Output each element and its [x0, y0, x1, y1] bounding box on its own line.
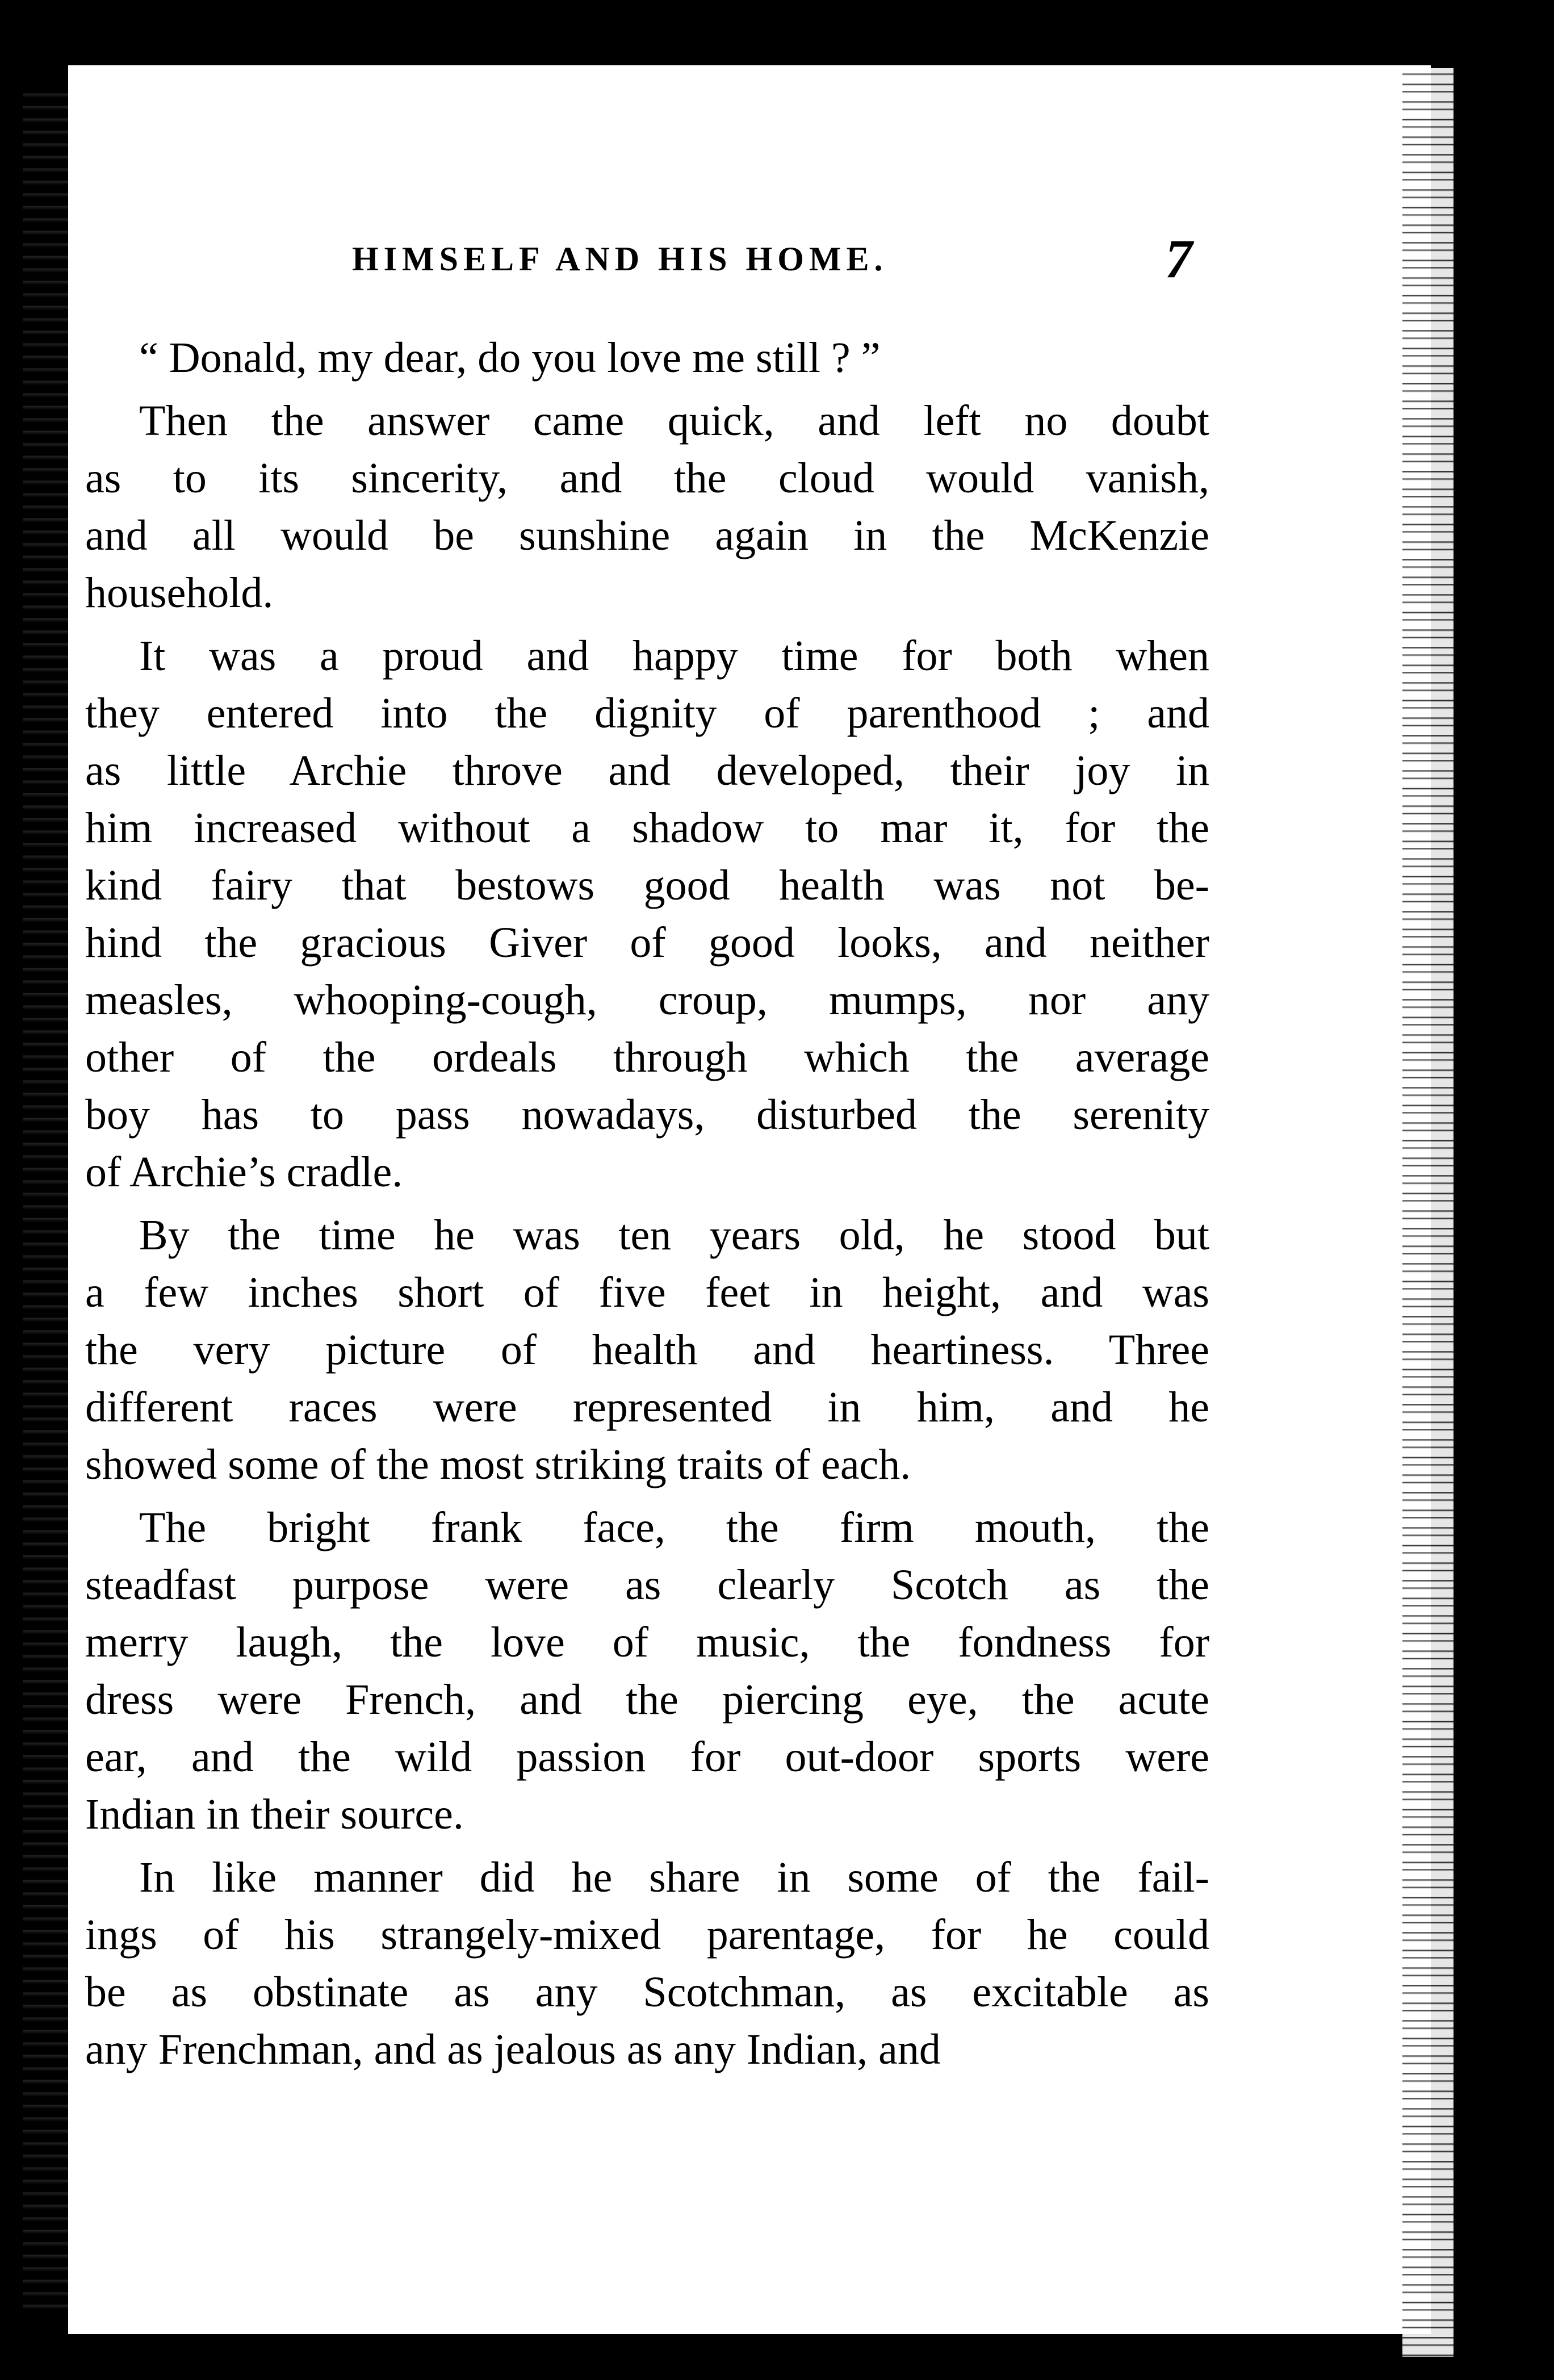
paragraph: [85, 628, 1209, 1201]
text-line: dress were French, and the piercing eye, the acute: [85, 1676, 1209, 1724]
text-line: measles, whooping-cough, croup, mumps, nor any: [85, 976, 1209, 1024]
paragraph-gap: [85, 1201, 1209, 1207]
text-line: be as obstinate as any Scotchman, as excitable as: [85, 1968, 1209, 2016]
text-line: of Archie’s cradle.: [85, 1148, 403, 1196]
text-line: as to its sincerity, and the cloud would vanish,: [85, 454, 1209, 502]
text-line: and all would be sunshine again in the McKenzie: [85, 512, 1209, 559]
body-text: [85, 329, 1209, 2078]
text-line: as little Archie throve and developed, their joy in: [85, 747, 1209, 794]
paragraph: [85, 1849, 1209, 2078]
text-line: In like manner did he share in some of the fail-: [139, 1854, 1209, 1901]
text-line: steadfast purpose were as clearly Scotch as the: [85, 1561, 1209, 1609]
paragraph-gap: [85, 622, 1209, 628]
text-line: “ Donald, my dear, do you love me still ? ”: [139, 334, 881, 382]
text-line: household.: [85, 569, 274, 617]
paragraph: [85, 1207, 1209, 1494]
text-line: other of the ordeals through which the average: [85, 1034, 1209, 1081]
text-line: kind fairy that bestows good health was not be-: [85, 861, 1209, 909]
text-line: they entered into the dignity of parenthood ; and: [85, 689, 1209, 737]
running-title: HIMSELF AND HIS HOME.: [352, 240, 888, 278]
scan-edge: [1454, 0, 1554, 2380]
text-line: It was a proud and happy time for both when: [139, 632, 1209, 680]
text-line: ings of his strangely-mixed parentage, for he could: [85, 1911, 1209, 1959]
text-line: boy has to pass nowadays, disturbed the serenity: [85, 1091, 1209, 1139]
text-line: Indian in their source.: [85, 1791, 464, 1838]
paragraph-gap: [85, 387, 1209, 392]
text-line: ear, and the wild passion for out-door sports were: [85, 1733, 1209, 1781]
text-line: different races were represented in him, and he: [85, 1383, 1209, 1431]
text-line: the very picture of health and heartiness. Three: [85, 1326, 1209, 1374]
text-line: Then the answer came quick, and left no doubt: [139, 397, 1209, 445]
text-line: any Frenchman, and as jealous as any Indian, and: [85, 2026, 941, 2073]
text-line: The bright frank face, the firm mouth, the: [139, 1504, 1209, 1551]
text-line: hind the gracious Giver of good looks, and neither: [85, 919, 1209, 967]
paragraph: [85, 392, 1209, 622]
text-line: showed some of the most striking traits of each.: [85, 1441, 911, 1488]
page-number: 7: [1165, 228, 1192, 289]
paragraph: [85, 1499, 1209, 1843]
text-line: him increased without a shadow to mar it, for the: [85, 804, 1209, 852]
paragraph-gap: [85, 1494, 1209, 1499]
text-line: merry laugh, the love of music, the fondness for: [85, 1618, 1209, 1666]
text-line: By the time he was ten years old, he stood but: [139, 1211, 1209, 1259]
paragraph-gap: [85, 1843, 1209, 1849]
text-line: a few inches short of five feet in height, and was: [85, 1269, 1209, 1316]
running-head: [352, 227, 1192, 290]
paragraph: [85, 329, 1209, 387]
